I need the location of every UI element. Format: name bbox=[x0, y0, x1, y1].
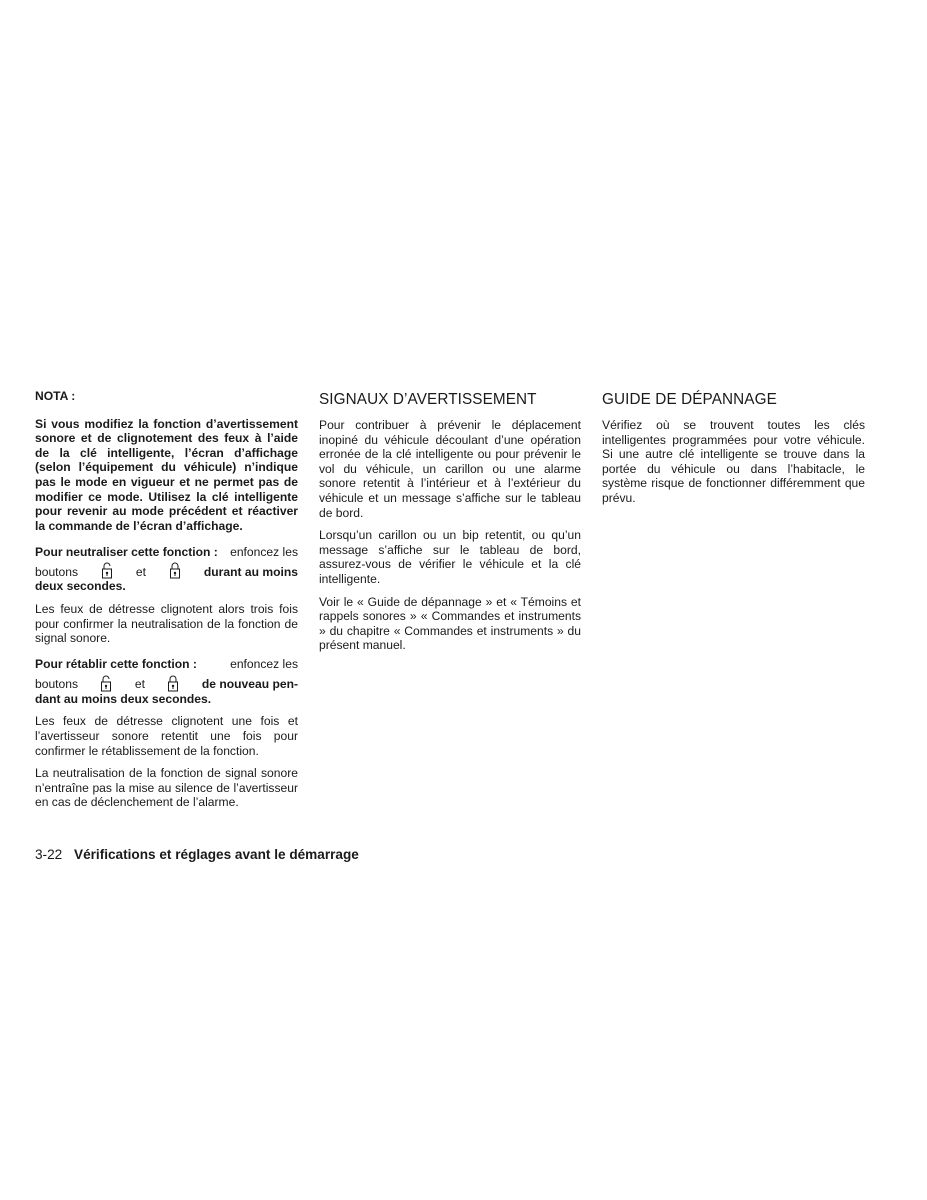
disable-title: Pour neutraliser cette fonction : bbox=[35, 544, 218, 559]
enable-et: et bbox=[134, 677, 146, 692]
disable-tail-2: deux secondes. bbox=[35, 579, 126, 594]
enable-instruction bbox=[35, 654, 298, 707]
enable-tail-2: dant au moins deux secondes. bbox=[35, 691, 212, 706]
left-column bbox=[35, 389, 298, 818]
enable-tail-1: de nouveau pen- bbox=[201, 677, 298, 692]
disable-tail-1: durant au moins bbox=[203, 564, 298, 579]
disable-boutons: boutons bbox=[35, 564, 79, 579]
disable-et: et bbox=[135, 564, 147, 579]
enable-boutons: boutons bbox=[35, 677, 79, 692]
nota-label: NOTA : bbox=[35, 389, 76, 403]
final-note: La neutralisation de la fonction de signal sonore n’entraîne pas la mise au silence de l’avertisseur en cas de déclenchement de l’alarme. bbox=[35, 766, 298, 810]
right-column bbox=[602, 391, 865, 514]
disable-instruction bbox=[35, 541, 298, 594]
enable-lead: enfoncez les bbox=[230, 657, 298, 672]
warning-signals-p1: Pour contribuer à prévenir le déplacement inopiné du véhicule découlant d’une opération erronée de la clé intelligente ou pour prévenir le vol du véhicule, un carillon ou une alarme sonore retentit à l’intérieur et à l’extérieur du véhicule et un message s’affiche sur le tableau de bord. bbox=[319, 418, 581, 520]
warning-signals-heading: SIGNAUX D’AVERTISSEMENT bbox=[319, 391, 537, 408]
nota-text: Si vous modifiez la fonction d’avertissement sonore et de clignotement des feux à l’aide de la clé intelligente, l’écran d’affichage (selon l’équipement du véhicule) n’indique pas le mode en vigueur et ne permet pas de modifier ce mode. Utilisez la clé intelligente pour revenir au mode précédent et réactiver la commande de l’écran d’affichage. bbox=[35, 416, 298, 533]
disable-confirm: Les feux de détresse clignotent alors trois fois pour confirmer la neutralisation de la fonction de signal sonore. bbox=[35, 601, 298, 646]
middle-column bbox=[319, 391, 581, 661]
unlock-icon bbox=[100, 675, 112, 692]
lock-icon bbox=[167, 675, 179, 692]
troubleshooting-heading: GUIDE DE DÉPANNAGE bbox=[602, 391, 777, 408]
warning-signals-p3: Voir le « Guide de dépannage » et « Témoins et rappels sonores » « Commandes et instruments » du chapitre « Commandes et instruments » du présent manuel. bbox=[319, 594, 581, 653]
chapter-title: Vérifications et réglages avant le démarrage bbox=[74, 847, 359, 862]
enable-title: Pour rétablir cette fonction : bbox=[35, 657, 197, 672]
page-number: 3-22 bbox=[35, 847, 63, 862]
enable-confirm: Les feux de détresse clignotent une fois et l’avertisseur sonore retentit une fois pour confirmer le rétablissement de la fonction. bbox=[35, 714, 298, 758]
disable-lead: enfoncez les bbox=[230, 544, 298, 559]
lock-icon bbox=[169, 562, 181, 579]
page-footer bbox=[35, 847, 359, 863]
troubleshooting-p1: Vérifiez où se trouvent toutes les clés intelligentes programmées pour votre véhicule. Si une autre clé intelligente se trouve dans la portée du véhicule ou dans l’habitacle, le système risque de fonctionner différemment que prévu. bbox=[602, 418, 865, 505]
unlock-icon bbox=[101, 562, 113, 579]
warning-signals-p2: Lorsqu’un carillon ou un bip retentit, ou qu’un message s’affiche sur le tableau de bord, assurez-vous de vérifier le véhicule et la clé intelligente. bbox=[319, 528, 581, 586]
